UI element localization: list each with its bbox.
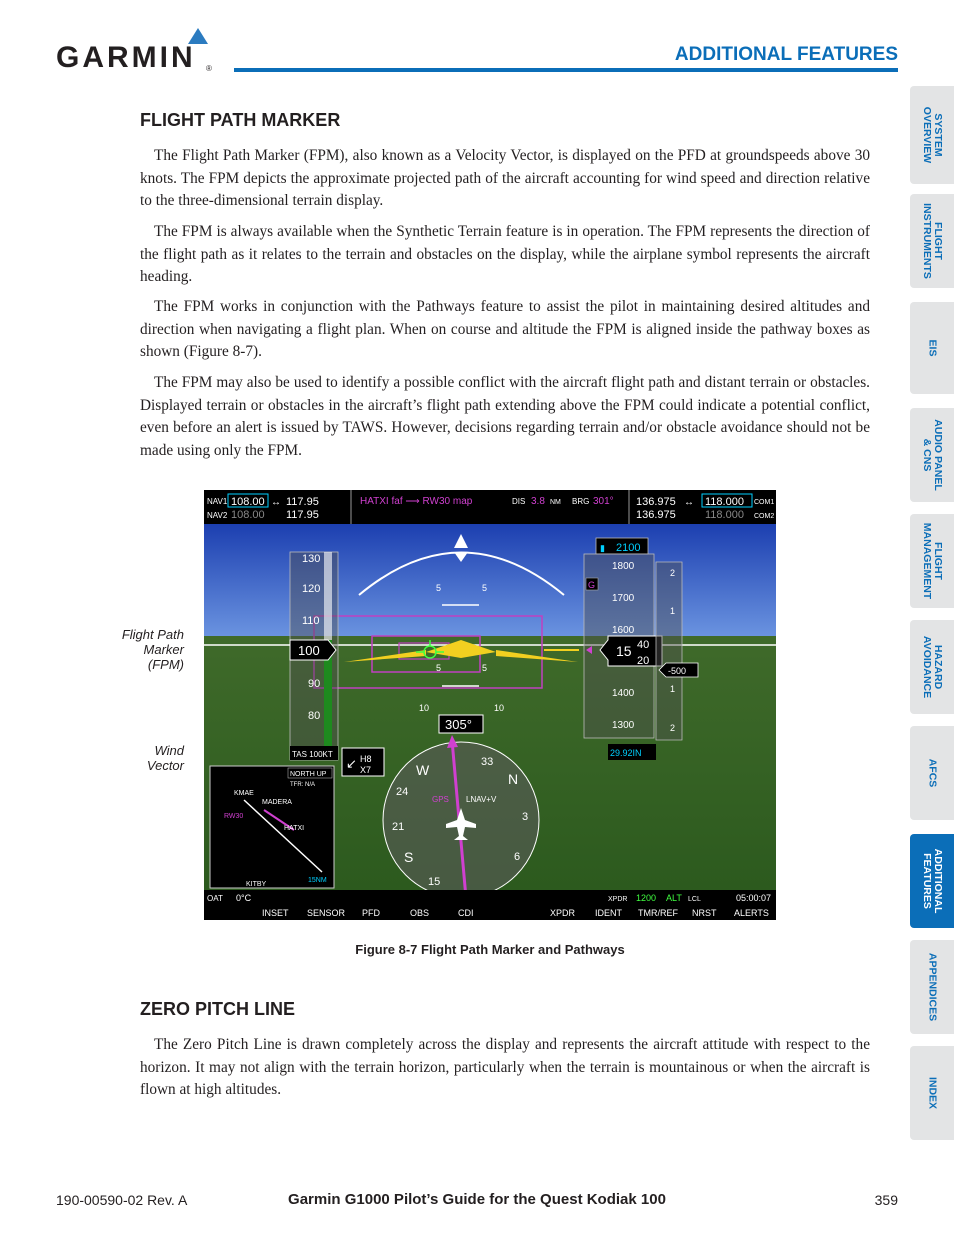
paragraph: The FPM may also be used to identify a possible conflict with the aircraft flight path and distant terrain or obstacles. Displayed terrain or obstacles in the aircraft’s flight path extending above the FPM could indicate a potential conflict, even before an alert is issued by TAWS. However, decisions regarding terrain and/or obstacle avoidance should not be made using only the FPM. [140, 374, 870, 459]
dis-unit: NM [550, 499, 561, 506]
vsi-tick: 1 [670, 684, 676, 694]
vsi-tick: 1 [670, 606, 676, 616]
tab-hazard-avoidance[interactable] [910, 620, 954, 714]
compass-label: 24 [396, 786, 409, 798]
xpdr-code: 1200 [636, 893, 657, 903]
paragraph: The Flight Path Marker (FPM), also known as a Velocity Vector, is displayed on the PFD at groundspeeds above 30 knots. The FPM depicts the approximate projected path of the aircraft accounting for wind speed and direction relative to the three-dimensional terrain display. [140, 147, 870, 209]
tab-label: FLIGHT INSTRUMENTS [921, 203, 944, 279]
softkey-cdi[interactable]: CDI [458, 908, 474, 918]
softkey-pfd[interactable]: PFD [362, 908, 380, 918]
nav2-standby: 117.95 [286, 509, 319, 521]
airspeed-tick: 80 [308, 710, 321, 722]
heading-flight-path-marker: FLIGHT PATH MARKER [140, 110, 341, 130]
tab-label: AUDIO PANEL & CNS [921, 419, 944, 491]
tab-label: APPENDICES [926, 952, 939, 1022]
nav2-label: NAV2 [207, 511, 228, 520]
callout-wind-vector: Wind Vector [146, 743, 184, 773]
svg-text:▮: ▮ [600, 543, 605, 553]
svg-text:↔: ↔ [684, 497, 694, 508]
clock-time: 05:00:07 [736, 893, 772, 903]
gps-source: GPS [432, 795, 449, 804]
softkey-obs[interactable]: OBS [410, 908, 430, 918]
lcl-label: LCL [688, 896, 701, 903]
tas-readout: TAS 100KT [292, 750, 333, 759]
tab-label: AFCS [926, 758, 939, 788]
com2-standby: 118.000 [705, 509, 744, 521]
softkey-sensor[interactable]: SENSOR [307, 908, 346, 918]
com2-label: COM2 [754, 513, 775, 520]
airspeed-tick: 90 [308, 678, 321, 690]
doc-number: 190-00590-02 Rev. A [56, 1192, 188, 1208]
xpdr-label: XPDR [608, 896, 628, 903]
altitude-roll-digit: 40 [637, 639, 650, 651]
compass-label: 21 [392, 821, 405, 833]
altitude-tick: 1300 [612, 720, 635, 731]
svg-text:↔: ↔ [271, 497, 281, 508]
altitude-tick: 1800 [612, 561, 635, 572]
oat-label: OAT [207, 894, 223, 903]
vsi-tape [656, 562, 682, 740]
baro-setting: 29.92IN [610, 748, 642, 758]
compass-label: N [508, 771, 519, 787]
guide-title: Garmin G1000 Pilot’s Guide for the Quest Kodiak 100 [288, 1191, 666, 1208]
softkey-inset[interactable]: INSET [262, 908, 289, 918]
nav1-standby: 117.95 [286, 496, 319, 508]
softkey-alerts[interactable]: ALERTS [734, 908, 769, 918]
registered-mark: ® [206, 64, 212, 73]
tab-label: ADDITIONAL FEATURES [921, 848, 944, 914]
paragraph: The Zero Pitch Line is drawn completely across the display and represents the aircraft attitude with respect to the horizon. It may not align with the terrain horizon, particularly when the terrain is mountainous or when the aircraft is flown at high altitudes. [140, 1036, 870, 1098]
airspeed-value: 100 [298, 643, 320, 658]
altitude-tick: 1700 [612, 593, 635, 604]
pitch-label: 5 [482, 583, 488, 593]
vsi-tick: 2 [670, 568, 676, 578]
garmin-logo [56, 28, 218, 74]
brg-value: 301° [593, 496, 614, 507]
nav1-label: NAV1 [207, 497, 228, 506]
compass-label: 6 [514, 851, 521, 863]
vsi-tick: 2 [670, 723, 676, 733]
logo-triangle-icon [188, 28, 208, 44]
heading-zero-pitch-line: ZERO PITCH LINE [140, 999, 296, 1019]
selected-altitude: 2100 [616, 542, 641, 554]
com1-standby: 118.000 [705, 496, 744, 508]
dis-value: 3.8 [531, 496, 545, 507]
tab-label: EIS [926, 339, 939, 357]
tab-label: INDEX [926, 1076, 939, 1110]
vsi-value: -500 [668, 666, 687, 676]
tab-audio-panel-cns[interactable] [910, 408, 954, 502]
oat-value: 0°C [236, 893, 252, 903]
altitude-big-digits: 15 [616, 643, 632, 659]
wind-arrow-icon: ↙ [346, 756, 357, 771]
altitude-tick: 1400 [612, 688, 635, 699]
pfd-figure [204, 490, 776, 920]
com2-active: 136.975 [636, 509, 676, 521]
inset-waypoint: MADERA [262, 799, 292, 806]
compass-label: 33 [481, 756, 494, 768]
altitude-tick: 1600 [612, 625, 635, 636]
compass-label: W [416, 762, 430, 778]
brg-label: BRG [572, 497, 590, 506]
pfd-display [204, 490, 776, 920]
airspeed-tick: 110 [302, 615, 320, 627]
compass-label: 15 [428, 876, 441, 888]
figure-caption: Figure 8-7 Flight Path Marker and Pathways [355, 942, 625, 957]
tab-system-overview[interactable] [910, 86, 954, 184]
section-title: ADDITIONAL FEATURES [674, 44, 898, 65]
pitch-label: 5 [482, 663, 488, 673]
compass-label: S [404, 849, 414, 865]
pitch-label: 5 [436, 663, 442, 673]
tab-afcs[interactable] [910, 726, 954, 820]
lnav-mode: LNAV+V [466, 795, 497, 804]
compass-label: 3 [522, 811, 529, 823]
flight-plan-leg: HATXI faf ⟶ RW30 map [360, 496, 473, 507]
paragraph: The FPM works in conjunction with the Pathways feature to assist the pilot in maintaining desired altitudes and direction when navigating a flight plan. When on course and altitude the FPM is aligned inside the pathway boxes as shown (Figure 8-7). [140, 298, 870, 360]
paragraph: The FPM is always available when the Synthetic Terrain feature is in operation. The FPM represents the direction of the flight path as it relates to the terrain and obstacles on the display, while the airplane symbol represents the aircraft heading. [140, 223, 870, 285]
softkey-tmr-ref[interactable]: TMR/REF [638, 908, 678, 918]
wind-speed: X7 [360, 765, 372, 775]
inset-tfr: TFR: N/A [290, 782, 315, 788]
tab-index[interactable] [910, 1046, 954, 1140]
airspeed-tick: 130 [302, 553, 321, 565]
wind-direction: H8 [360, 754, 372, 764]
inset-waypoint: RW30 [224, 813, 244, 820]
tab-flight-management[interactable] [910, 514, 954, 608]
svg-text:G: G [588, 580, 596, 590]
inset-waypoint: KMAE [234, 790, 254, 797]
pitch-label: 5 [436, 583, 442, 593]
altitude-roll-digit: 20 [637, 655, 650, 667]
inset-north-up: NORTH UP [290, 771, 327, 778]
com1-active: 136.975 [636, 496, 676, 508]
xpdr-mode: ALT [666, 893, 682, 903]
pitch-label: 10 [419, 703, 430, 713]
nav1-active: 108.00 [231, 496, 265, 508]
tab-label: HAZARD AVOIDANCE [921, 635, 944, 699]
inset-map [210, 766, 334, 888]
heading-value: 305° [445, 717, 472, 732]
tab-label: SYSTEM OVERVIEW [921, 106, 944, 164]
inset-range: 15NM [308, 877, 327, 884]
inset-waypoint: KITBY [246, 881, 267, 888]
tab-eis[interactable] [910, 302, 954, 394]
pitch-label: 10 [494, 703, 505, 713]
inset-waypoint: HATXI [284, 825, 305, 832]
softkey-ident[interactable]: IDENT [595, 908, 622, 918]
softkey-xpdr[interactable]: XPDR [550, 908, 576, 918]
airspeed-tick: 120 [302, 583, 321, 595]
callout-fpm: Flight Path Marker (FPM) [121, 627, 184, 672]
logo-wordmark: GARMIN [56, 41, 196, 74]
page-number: 359 [874, 1192, 898, 1208]
tab-flight-instruments[interactable] [910, 194, 954, 288]
tab-appendices[interactable] [910, 940, 954, 1034]
dis-label: DIS [512, 497, 526, 506]
nav2-active: 108.00 [231, 509, 265, 521]
tab-label: FLIGHT MANAGEMENT [921, 522, 944, 600]
tab-additional-features[interactable] [910, 834, 954, 928]
com1-label: COM1 [754, 499, 775, 506]
header-rule [234, 68, 898, 72]
softkey-nrst[interactable]: NRST [692, 908, 717, 918]
